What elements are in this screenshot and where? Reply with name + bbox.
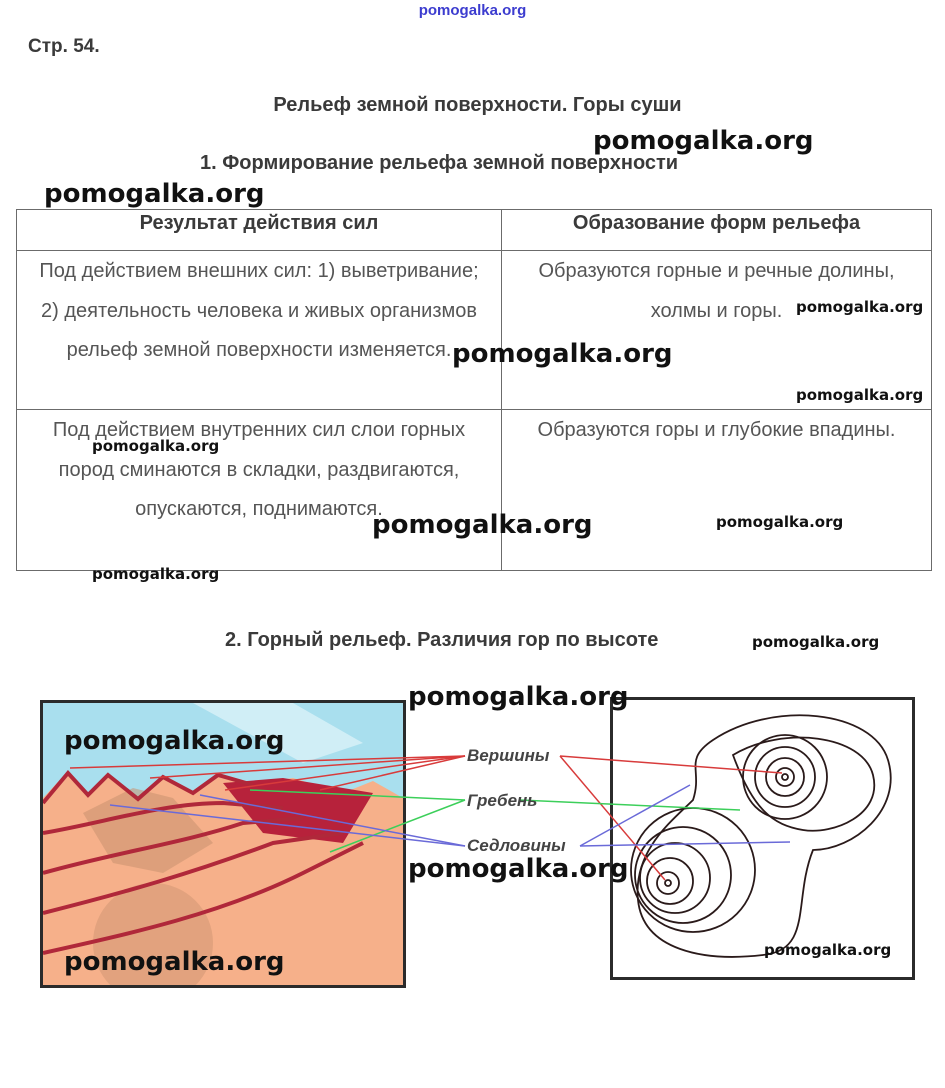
section-2-title: 2. Горный рельеф. Различия гор по высоте bbox=[225, 629, 659, 651]
watermark: pomogalka.org bbox=[764, 941, 892, 959]
label-ridge: Гребень bbox=[467, 791, 538, 810]
watermark: pomogalka.org bbox=[64, 726, 285, 756]
watermark: pomogalka.org bbox=[796, 386, 924, 404]
page-title: Рельеф земной поверхности. Горы суши bbox=[273, 94, 682, 116]
watermark: pomogalka.org bbox=[408, 682, 629, 712]
table-cell: Образуются горы и глубокие впадины. bbox=[502, 410, 932, 571]
saddle-connectors bbox=[110, 785, 790, 846]
table-cell: Образуются горные и речные долины, холмы и горы. bbox=[502, 251, 932, 410]
watermark: pomogalka.org bbox=[716, 513, 844, 531]
table-cell: Под действием внутренних сил слои горных пород сминаются в складки, раздвигаются, опускаются, поднимаются. bbox=[17, 410, 502, 571]
label-peaks: Вершины bbox=[467, 746, 550, 765]
watermark: pomogalka.org bbox=[44, 179, 265, 209]
site-header[interactable]: pomogalka.org bbox=[418, 2, 527, 19]
watermark: pomogalka.org bbox=[752, 633, 880, 651]
page-reference: Стр. 54. bbox=[28, 36, 100, 57]
column-header: Образование форм рельефа bbox=[502, 210, 932, 251]
watermark: pomogalka.org bbox=[796, 298, 924, 316]
label-saddles: Седловины bbox=[467, 836, 566, 855]
table-cell: Под действием внешних сил: 1) выветривание; 2) деятельность человека и живых организмов рельеф земной поверхности изменяется. bbox=[17, 251, 502, 410]
watermark: pomogalka.org bbox=[372, 510, 593, 540]
watermark: pomogalka.org bbox=[593, 126, 814, 156]
watermark: pomogalka.org bbox=[92, 565, 220, 583]
watermark: pomogalka.org bbox=[408, 854, 629, 884]
watermark: pomogalka.org bbox=[64, 947, 285, 977]
section-1-title: 1. Формирование рельефа земной поверхности bbox=[200, 152, 679, 174]
watermark: pomogalka.org bbox=[92, 437, 220, 455]
watermark: pomogalka.org bbox=[452, 339, 673, 369]
column-header: Результат действия сил bbox=[17, 210, 502, 251]
